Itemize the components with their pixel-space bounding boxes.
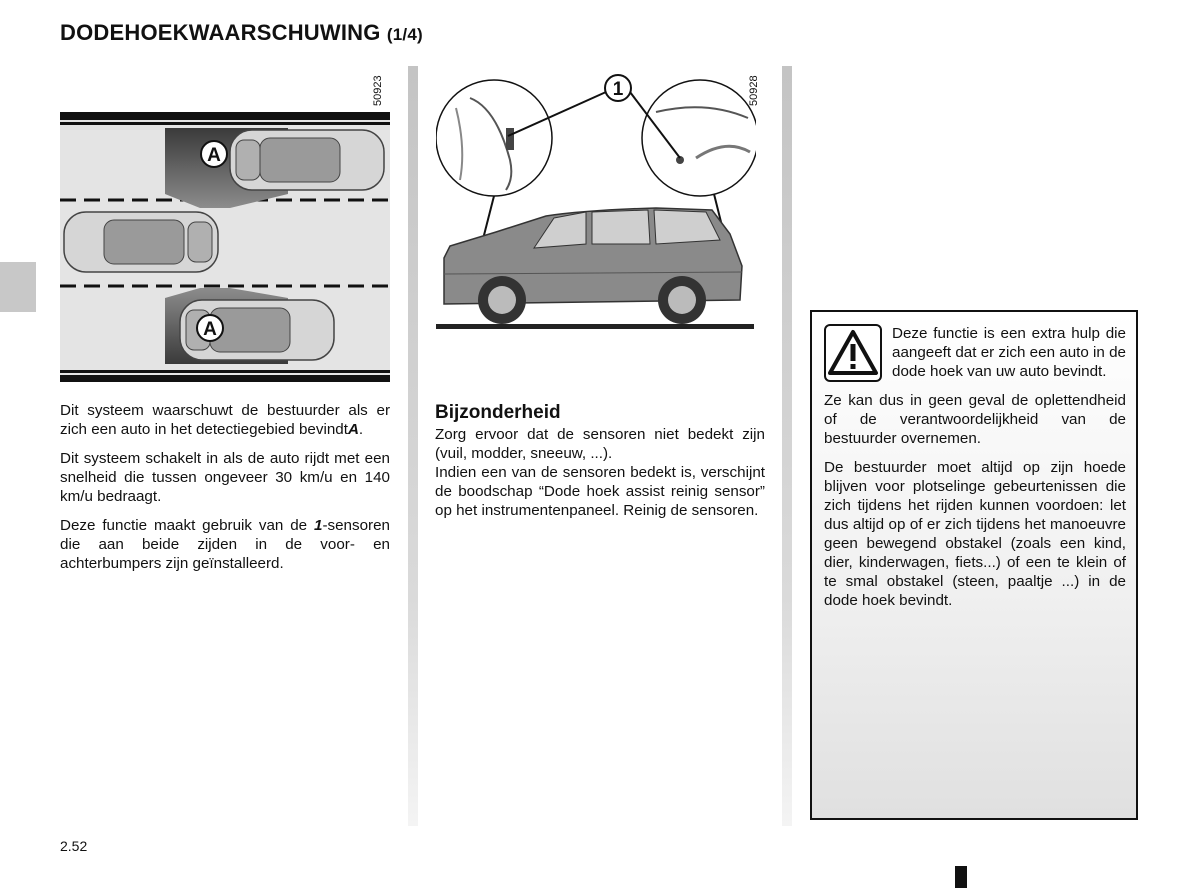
section-heading: Bijzonderheid (435, 402, 561, 423)
text-span: Deze functie maakt gebruik van de (60, 517, 314, 534)
text-span: -sensoren die aan beide zijden in de voor- en achterbumpers zijn geïnstalleerd. (60, 517, 390, 572)
reference-1: 1 (314, 517, 323, 534)
section-tab (0, 262, 36, 312)
car-own (64, 212, 218, 272)
reference-a: A (347, 421, 359, 438)
text-span: . (358, 421, 364, 438)
paragraph-speed: Dit systeem schakelt in als de auto rijdt met een snelheid die tussen ongeveer 30 km/u en 140 km/u bedraagt. (60, 450, 390, 505)
sensor-location-diagram (436, 68, 756, 340)
crop-mark (955, 866, 967, 888)
page-number: 2.52 (60, 838, 88, 854)
figure-code-right: 50928 (748, 75, 760, 106)
paragraph-sensor-message: Indien een van de sensoren bedekt is, verschijnt de boodschap “Dode hoek assist reinig sensor” op het instrumentenpaneel. Reinig de sensoren. (435, 464, 765, 519)
warning-paragraph-1: Deze functie is een extra hulp die aangeeft dat er zich een auto in de dode hoek van uw auto bevindt. (892, 325, 1126, 380)
column-divider-2 (782, 66, 792, 826)
paragraph-detection (60, 401, 390, 439)
page-title-text: DODEHOEKWAARSCHUWING (60, 20, 381, 45)
warning-paragraph-3: De bestuurder moet altijd op zijn hoede blijven voor plotselinge gebeurtenissen die zich tijdens het rijden kunnen voordoen: let dus altijd op of er zich tijdens het manoeuvre geen bewegend obstakel (zoals een kind, dier, kinderwagen, fiets...) of een te klein of te smal obstakel (steen, paaltje ...) in de dode hoek bevindt. (824, 459, 1126, 609)
text-span: Dit systeem waarschuwt de bestuurder als er zich een auto in het detectiegebied bevindt (60, 402, 390, 438)
paragraph-sensor-clean: Zorg ervoor dat de sensoren niet bedekt zijn (vuil, modder, sneeuw, ...). (435, 426, 765, 462)
warning-box (810, 310, 1138, 820)
zone-label-a-top: A (207, 145, 221, 166)
page-title (60, 20, 423, 46)
page-title-part: (1/4) (386, 25, 423, 44)
column-divider-1 (408, 66, 418, 826)
figure-code-left: 50923 (372, 75, 384, 106)
warning-text (824, 324, 1126, 620)
sensor-callout-1: 1 (612, 79, 624, 100)
zone-label-a-bottom: A (203, 319, 217, 340)
paragraph-sensors (60, 516, 390, 573)
column-2-text (435, 425, 765, 520)
warning-paragraph-2: Ze kan dus in geen geval de oplettendheid of de verantwoordelijkheid van de bestuurder overnemen. (824, 392, 1126, 447)
column-1-text (60, 401, 390, 583)
car-top-lane (230, 130, 384, 190)
blind-spot-diagram (60, 112, 390, 382)
